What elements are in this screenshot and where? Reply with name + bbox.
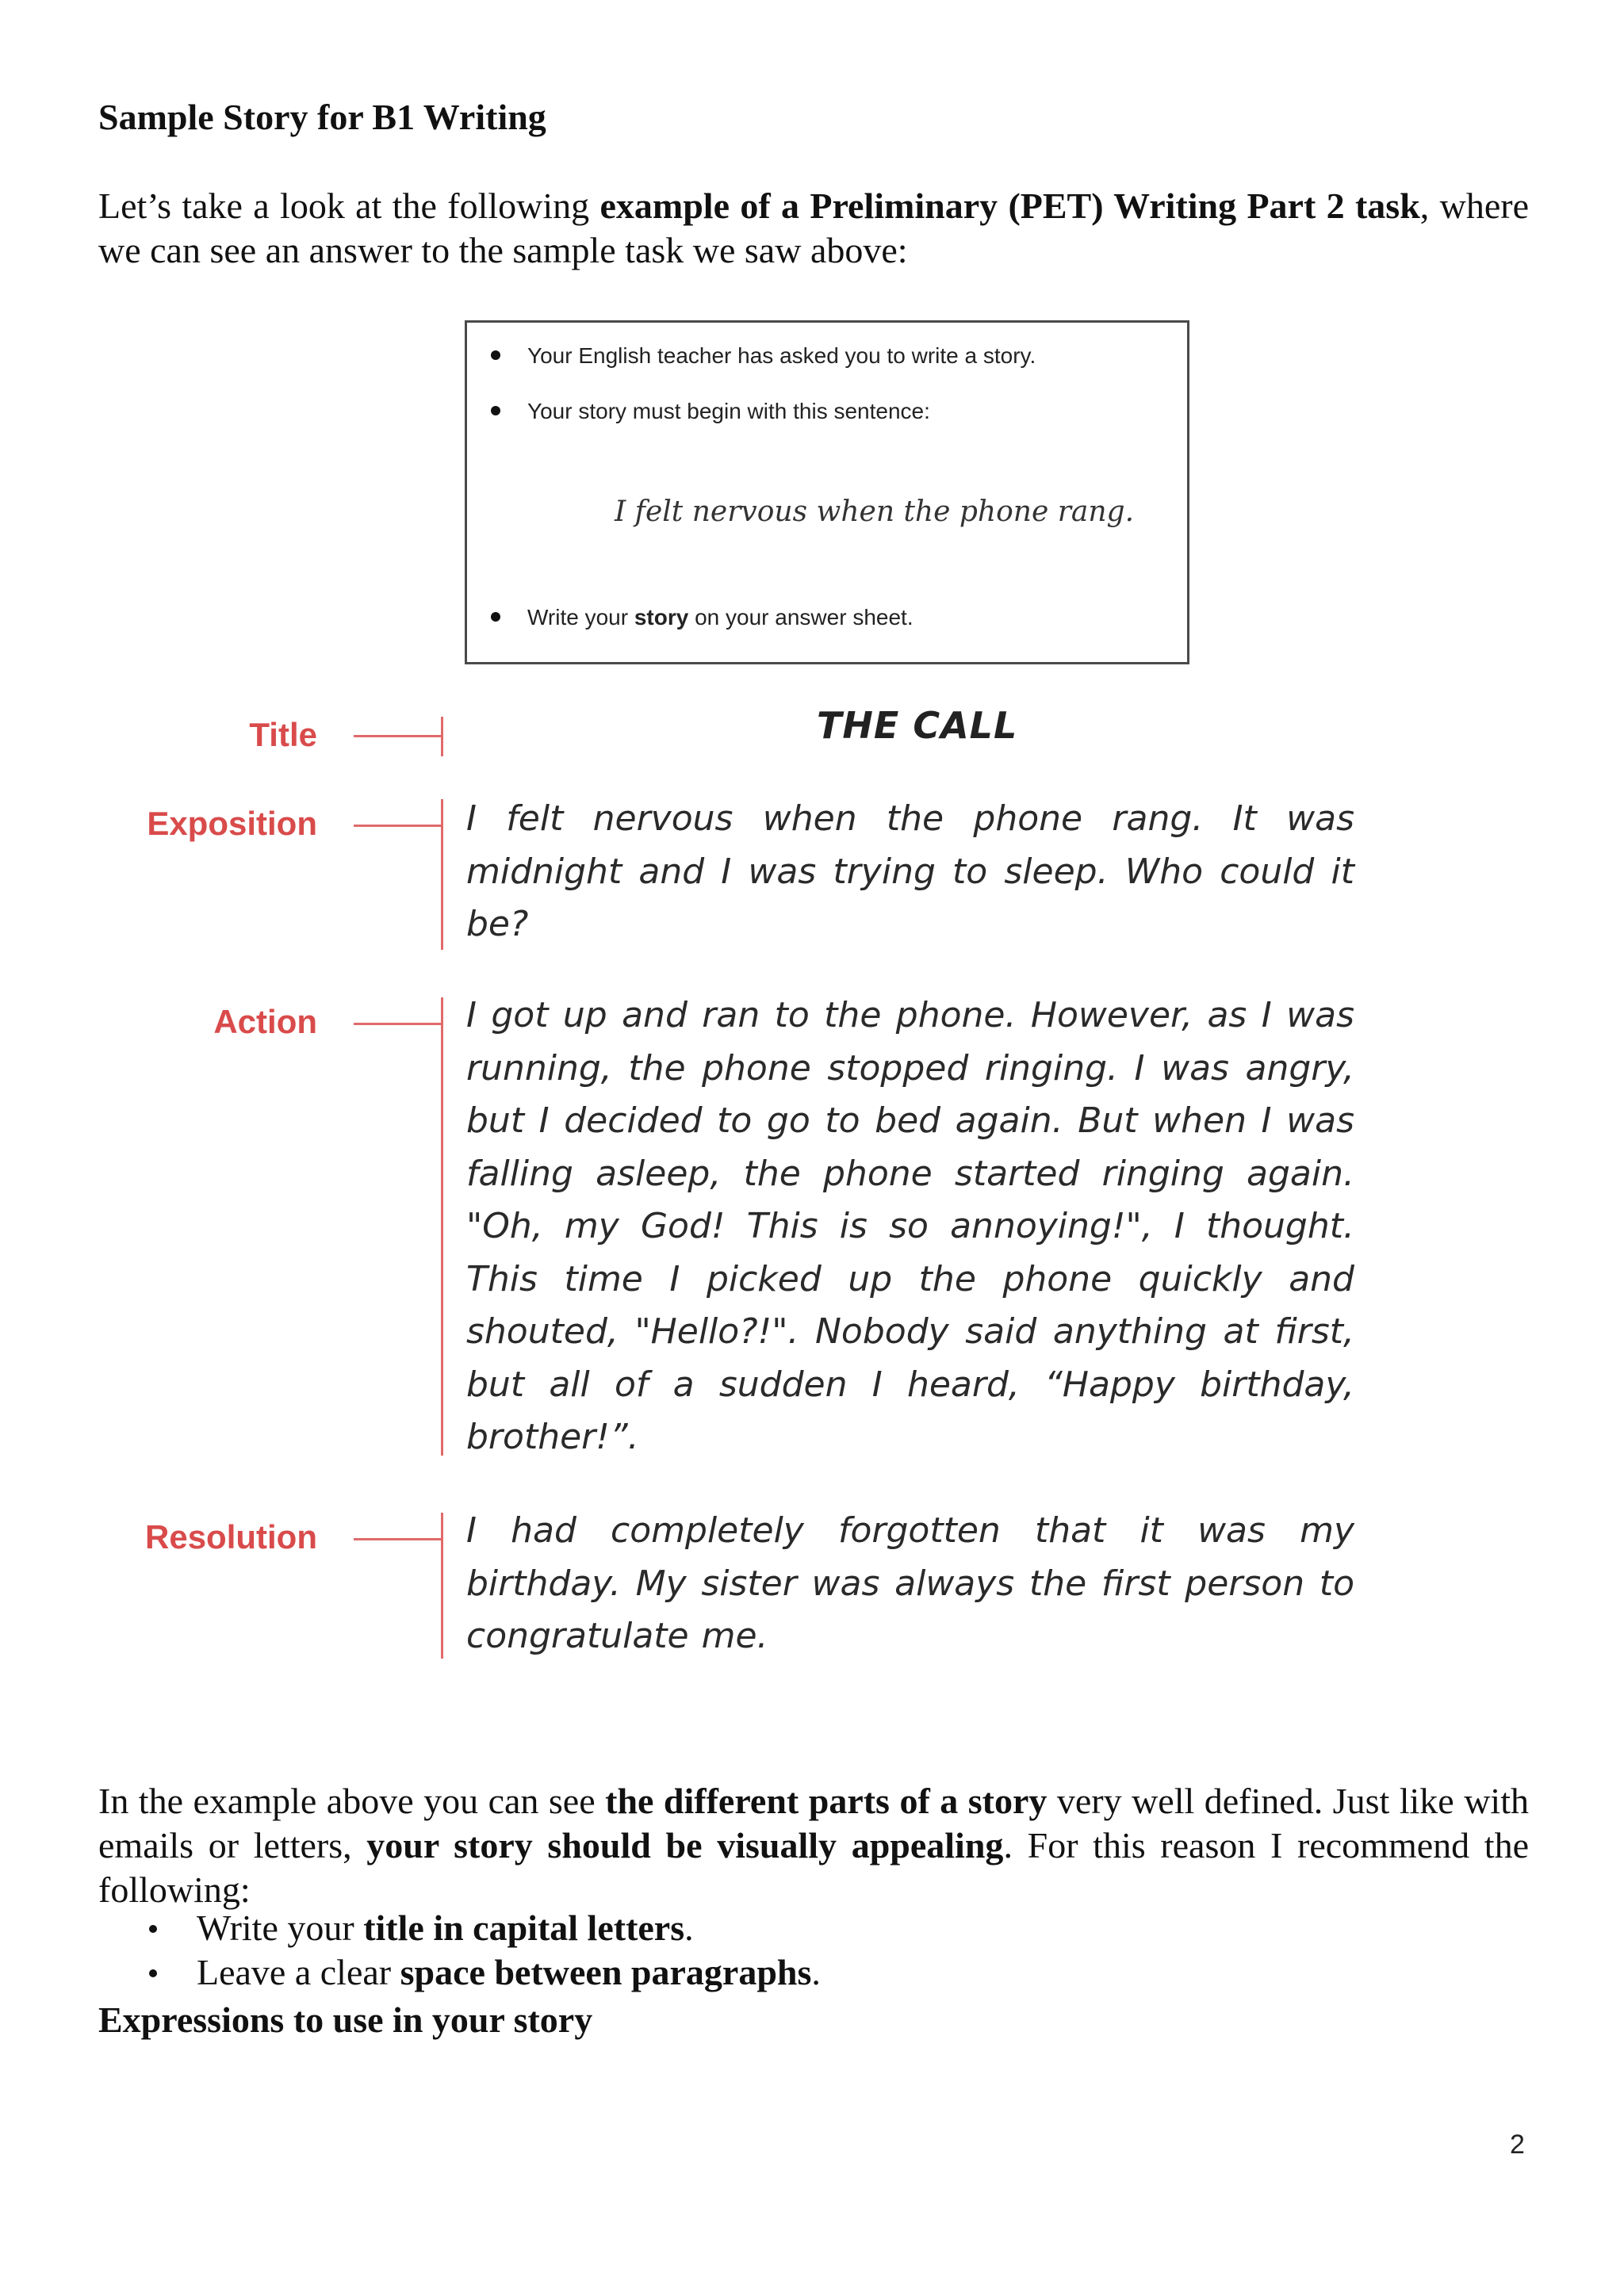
connector-resolution (354, 1538, 442, 1540)
list-item-bold: space between paragraphs (400, 1952, 812, 1992)
task-bullet-3-post: on your answer sheet. (688, 605, 914, 629)
after-text-1: In the example above you can see (98, 1781, 606, 1821)
after-bold-2: your story should be visually appealing (366, 1825, 1004, 1866)
task-bullet-3 (491, 603, 914, 632)
recommendation-list (98, 1906, 1529, 1995)
list-item-post: . (811, 1952, 821, 1992)
task-bullet-1 (491, 342, 1036, 370)
task-box (465, 320, 1189, 664)
intro-bold-1: example of a Preliminary (PET) Writing Part 2 task (599, 186, 1420, 226)
page-heading: Sample Story for B1 Writing (98, 97, 546, 137)
label-title: Title (249, 716, 317, 753)
list-item-post: . (684, 1908, 694, 1948)
list-item-bold: title in capital letters (363, 1908, 685, 1948)
page-number: 2 (1510, 2130, 1525, 2160)
bracket-title (441, 717, 443, 756)
connector-title (354, 735, 442, 737)
list-item-pre: Leave a clear (197, 1952, 400, 1992)
explanation-paragraph (98, 1779, 1529, 1912)
label-resolution: Resolution (145, 1518, 317, 1556)
intro-text-2: , where we can see an answer to the sample task we saw above: (98, 186, 1530, 270)
story-resolution: I had completely forgotten that it was my birthday. My sister was always the first person to congratulate me. (466, 1510, 1354, 1656)
label-exposition: Exposition (147, 805, 317, 842)
intro-paragraph (98, 184, 1529, 273)
task-quote: I felt nervous when the phone rang. (615, 496, 1135, 528)
task-bullet-2-text: Your story must begin with this sentence: (527, 399, 930, 423)
task-bullet-1-text: Your English teacher has asked you to write a story. (527, 343, 1036, 368)
story-title: THE CALL (817, 704, 1018, 747)
connector-exposition (354, 825, 442, 827)
bracket-action (441, 997, 443, 1456)
bullet-dot-icon (491, 350, 500, 360)
expressions-heading: Expressions to use in your story (98, 1999, 593, 2040)
story-action: I got up and ran to the phone. However, as I was running, the phone stopped ringing. I was angry, but I decided to go to bed again. But when I was falling asleep, the phone started ringing again. "Oh, my God! This is so annoying!", I thought. This time I picked up the phone quickly and shouted, "Hello?!". Nobody said anything at first, but all of a sudden I heard, “Happy birthday, brother!”. (466, 995, 1354, 1457)
task-bullet-2 (491, 397, 930, 426)
after-bold-1: the different parts of a story (605, 1781, 1048, 1821)
story-exposition: I felt nervous when the phone rang. It was midnight and I was trying to sleep. Who could it be? (466, 798, 1354, 944)
label-action: Action (213, 1003, 317, 1040)
bullet-dot-icon (491, 406, 500, 415)
task-bullet-3-bold: story (634, 605, 689, 629)
after-text-3: . For this reason I recommend the following: (98, 1825, 1530, 1910)
bracket-resolution (441, 1513, 443, 1659)
intro-text-1: Let’s take a look at the following (98, 186, 600, 226)
bullet-dot-icon (491, 612, 500, 622)
bracket-exposition (441, 799, 443, 950)
list-item (98, 1950, 1529, 1995)
list-item (98, 1906, 1529, 1950)
connector-action (354, 1023, 442, 1025)
task-bullet-3-pre: Write your (527, 605, 634, 629)
after-text-2: very well defined. Just like with emails or letters, (98, 1781, 1529, 1866)
list-item-pre: Write your (197, 1908, 364, 1948)
